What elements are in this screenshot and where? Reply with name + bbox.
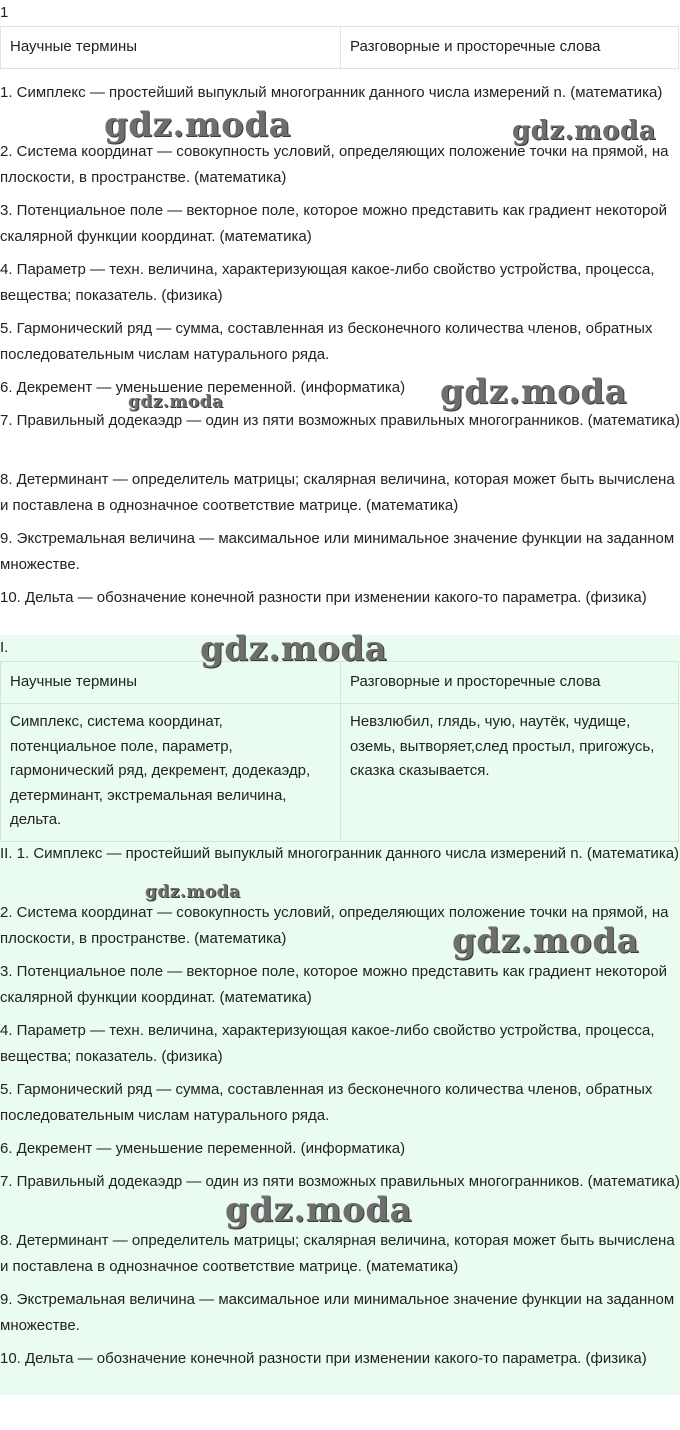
part-1-label: 1 bbox=[0, 4, 9, 21]
term-item-10: 10. Дельта — обозначение конечной разности при изменении какого-то параметра. (физика) bbox=[0, 589, 647, 606]
term-item-2: 2. Система координат — совокупность условий, определяющих положение точки на прямой, на плоскости, в пространстве. (математика) bbox=[0, 143, 669, 186]
term-item-8: 8. Детерминант — определитель матрицы; скалярная величина, которая может быть вычислена и поставлена в однозначное соответствие матрице. (математика) bbox=[0, 471, 675, 514]
table-row bbox=[1, 704, 679, 842]
header-scientific-terms: Научные термины bbox=[1, 662, 341, 704]
term-item-5: 5. Гармонический ряд — сумма, составленная из бесконечного количества членов, обратных последовательным числам натурального ряда. bbox=[0, 320, 653, 363]
header-colloquial-words: Разговорные и просторечные слова bbox=[341, 662, 679, 704]
answer-item-6: 6. Декремент — уменьшение переменной. (информатика) bbox=[0, 1140, 406, 1157]
answer-item-8: 8. Детерминант — определитель матрицы; скалярная величина, которая может быть вычислена и поставлена в однозначное соответствие матрице. (математика) bbox=[0, 1232, 675, 1275]
term-item-4: 4. Параметр — техн. величина, характеризующая какое-либо свойство устройства, процесса, вещества; показатель. (физика) bbox=[0, 261, 655, 304]
answer-item-3: 3. Потенциальное поле — векторное поле, которое можно представить как градиент некоторой скалярной функции координат. (математика) bbox=[0, 963, 668, 1006]
term-item-7: 7. Правильный додекаэдр — один из пяти возможных правильных многогранников. (математика) bbox=[0, 412, 680, 429]
watermark-logo: gdz.moda bbox=[200, 629, 388, 669]
watermark-logo: gdz.moda bbox=[512, 116, 657, 146]
watermark-logo: gdz.moda bbox=[128, 392, 224, 412]
watermark-logo: gdz.moda bbox=[145, 882, 241, 902]
answer-item-1: II. 1. Симплекс — простейший выпуклый многогранник данного числа измерений n. (математика) bbox=[0, 845, 680, 862]
answer-item-10: 10. Дельта — обозначение конечной разности при изменении какого-то параметра. (физика) bbox=[0, 1350, 647, 1367]
term-item-6: 6. Декремент — уменьшение переменной. (информатика) bbox=[0, 379, 406, 396]
cell-colloquial-words: Невзлюбил, глядь, чую, наутёк, чудище, оземь, вытворяет,след простыл, пригожусь, сказка сказывается. bbox=[341, 704, 679, 842]
section-part-1 bbox=[0, 0, 680, 635]
answer-item-5: 5. Гармонический ряд — сумма, составленная из бесконечного количества членов, обратных последовательным числам натурального ряда. bbox=[0, 1081, 653, 1124]
part-2-table bbox=[0, 661, 679, 842]
header-scientific-terms: Научные термины bbox=[1, 27, 341, 69]
watermark-logo: gdz.moda bbox=[104, 105, 292, 145]
cell-scientific-terms: Симплекс, система координат, потенциальное поле, параметр, гармонический ряд, декремент, додекаэдр, детерминант, экстремальная величина, дельта. bbox=[1, 704, 341, 842]
answer-item-7: 7. Правильный додекаэдр — один из пяти возможных правильных многогранников. (математика) bbox=[0, 1173, 680, 1190]
part-1-table bbox=[0, 26, 679, 69]
term-item-9: 9. Экстремальная величина — максимальное или минимальное значение функции на заданном множестве. bbox=[0, 530, 675, 573]
watermark-logo: gdz.moda bbox=[440, 372, 628, 412]
header-colloquial-words: Разговорные и просторечные слова bbox=[341, 27, 679, 69]
answer-item-9: 9. Экстремальная величина — максимальное или минимальное значение функции на заданном множестве. bbox=[0, 1291, 675, 1334]
part-2-label: I. bbox=[0, 639, 9, 656]
term-item-1: 1. Симплекс — простейший выпуклый многогранник данного числа измерений n. (математика) bbox=[0, 84, 663, 101]
watermark-logo: gdz.moda bbox=[452, 921, 640, 961]
section-part-2 bbox=[0, 635, 680, 1395]
watermark-logo: gdz.moda bbox=[225, 1190, 413, 1230]
table-header-row bbox=[1, 27, 679, 69]
term-item-3: 3. Потенциальное поле — векторное поле, которое можно представить как градиент некоторой скалярной функции координат. (математика) bbox=[0, 202, 668, 245]
answer-item-2: 2. Система координат — совокупность условий, определяющих положение точки на прямой, на плоскости, в пространстве. (математика) bbox=[0, 904, 669, 947]
answer-item-4: 4. Параметр — техн. величина, характеризующая какое-либо свойство устройства, процесса, вещества; показатель. (физика) bbox=[0, 1022, 655, 1065]
